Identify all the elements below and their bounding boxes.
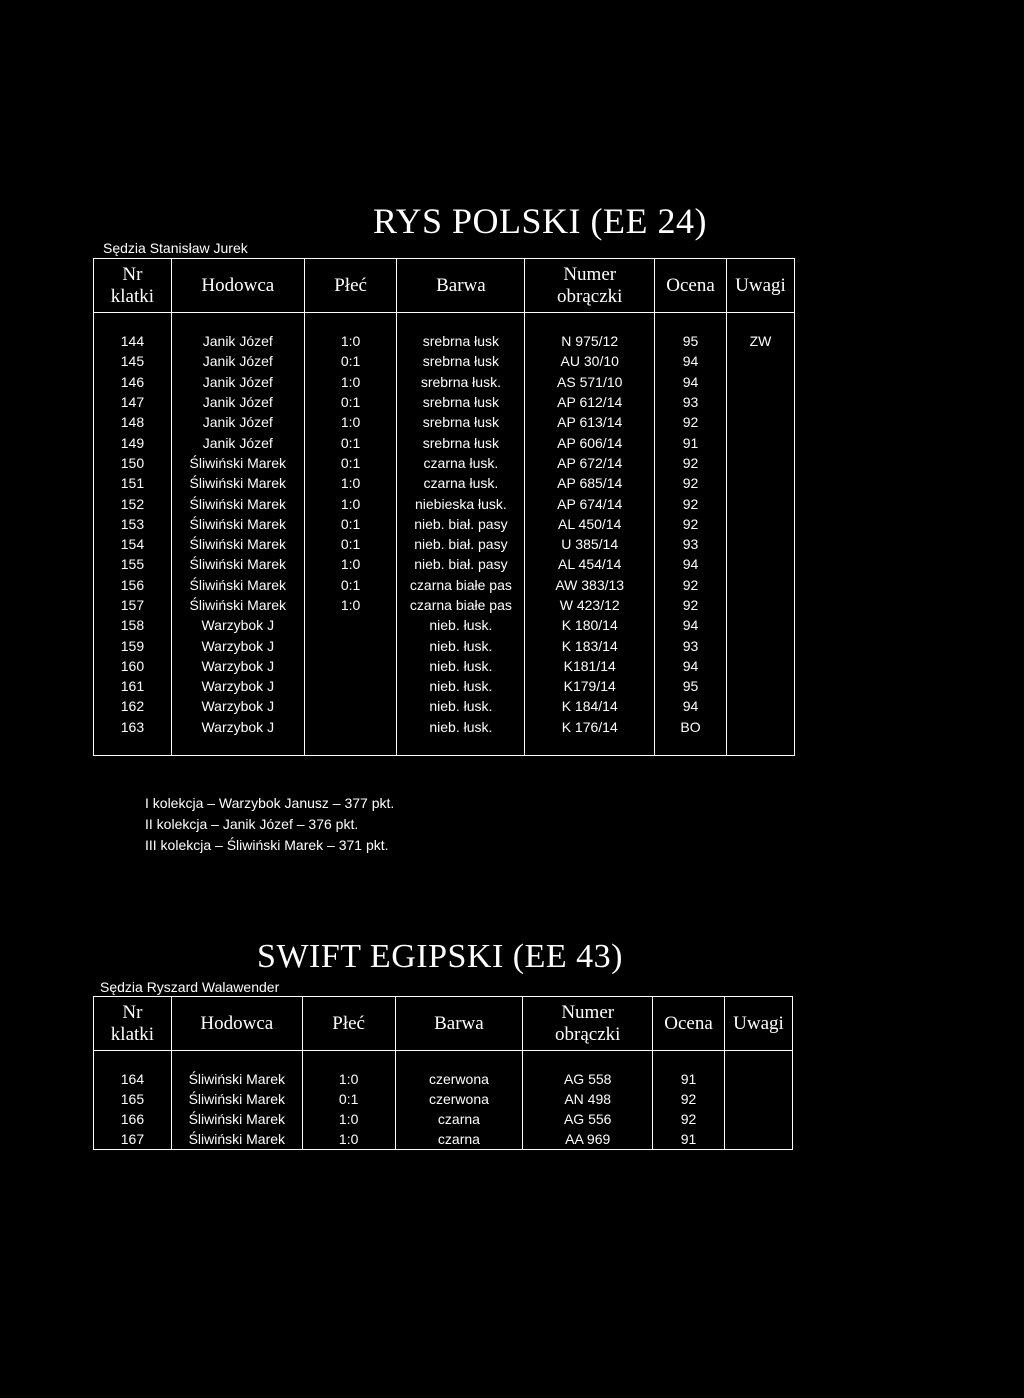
cell-sex: 1:0: [302, 1069, 395, 1089]
cell-sex: 0:1: [304, 575, 397, 595]
cell-color: nieb. łusk.: [397, 635, 525, 655]
cell-color: czerwona: [395, 1089, 523, 1109]
cell-color: czarna białe pas: [397, 595, 525, 615]
cell-ring-number: K 183/14: [525, 635, 655, 655]
cell-sex: [304, 696, 397, 716]
cell-cage-number: 147: [94, 392, 172, 412]
cell-notes: ZW: [727, 331, 795, 351]
spacer-cell: [171, 737, 304, 756]
cell-ring-number: K181/14: [525, 656, 655, 676]
cell-breeder: Warzybok J: [171, 615, 304, 635]
table-row: [94, 331, 795, 351]
table-row: [94, 554, 795, 574]
cell-cage-number: 153: [94, 514, 172, 534]
spacer-cell: [655, 313, 727, 332]
cell-ring-number: AN 498: [523, 1089, 653, 1109]
header-ring-number: Numer obrączki: [525, 259, 655, 313]
cell-ring-number: AP 606/14: [525, 432, 655, 452]
table-row: [94, 473, 795, 493]
cell-color: czarna łusk.: [397, 453, 525, 473]
cell-score: 91: [655, 432, 727, 452]
cell-notes: [727, 351, 795, 371]
spacer-cell: [304, 737, 397, 756]
cell-breeder: Śliwiński Marek: [171, 1089, 302, 1109]
cell-sex: 0:1: [304, 514, 397, 534]
cell-score: 92: [655, 412, 727, 432]
cell-sex: 1:0: [304, 372, 397, 392]
header-ring-number: Numer obrączki: [523, 997, 653, 1051]
cell-sex: 1:0: [304, 554, 397, 574]
cell-score: 94: [655, 351, 727, 371]
cell-cage-number: 162: [94, 696, 172, 716]
cell-breeder: Śliwiński Marek: [171, 595, 304, 615]
cell-color: nieb. biał. pasy: [397, 554, 525, 574]
spacer-row: [94, 1051, 793, 1070]
spacer-cell: [653, 1051, 725, 1070]
cell-score: 92: [655, 493, 727, 513]
table-row: [94, 575, 795, 595]
cell-breeder: Janik Józef: [171, 351, 304, 371]
cell-color: srebrna łusk: [397, 392, 525, 412]
cell-color: nieb. łusk.: [397, 717, 525, 737]
cell-breeder: Śliwiński Marek: [171, 554, 304, 574]
section-title: RYS POLSKI (EE 24): [372, 201, 708, 241]
cell-notes: [725, 1069, 793, 1089]
cell-notes: [727, 392, 795, 412]
cell-sex: 0:1: [304, 432, 397, 452]
cell-breeder: Śliwiński Marek: [171, 473, 304, 493]
cell-ring-number: AP 685/14: [525, 473, 655, 493]
cell-cage-number: 157: [94, 595, 172, 615]
cell-sex: 0:1: [304, 392, 397, 412]
cell-color: nieb. łusk.: [397, 615, 525, 635]
cell-color: srebrna łusk: [397, 351, 525, 371]
cell-ring-number: AP 613/14: [525, 412, 655, 432]
cell-notes: [727, 554, 795, 574]
cell-ring-number: AP 674/14: [525, 493, 655, 513]
cell-sex: 0:1: [302, 1089, 395, 1109]
cell-breeder: Śliwiński Marek: [171, 1130, 302, 1150]
cell-notes: [727, 717, 795, 737]
cell-cage-number: 146: [94, 372, 172, 392]
cell-cage-number: 156: [94, 575, 172, 595]
cell-cage-number: 159: [94, 635, 172, 655]
cell-ring-number: AW 383/13: [525, 575, 655, 595]
cell-sex: 0:1: [304, 351, 397, 371]
header-color: Barwa: [395, 997, 523, 1051]
cell-notes: [727, 676, 795, 696]
cell-sex: [304, 676, 397, 696]
cell-cage-number: 155: [94, 554, 172, 574]
table-row: [94, 392, 795, 412]
header-cage-number: Nr klatki: [94, 259, 172, 313]
spacer-cell: [525, 737, 655, 756]
cell-cage-number: 154: [94, 534, 172, 554]
cell-breeder: Warzybok J: [171, 717, 304, 737]
cell-sex: 0:1: [304, 534, 397, 554]
cell-score: 92: [655, 473, 727, 493]
header-breeder: Hodowca: [171, 997, 302, 1051]
cell-color: srebrna łusk: [397, 331, 525, 351]
spacer-cell: [171, 1051, 302, 1070]
section-title: SWIFT EGIPSKI (EE 43): [257, 938, 623, 975]
cell-cage-number: 149: [94, 432, 172, 452]
cell-ring-number: AL 450/14: [525, 514, 655, 534]
results-table: [93, 996, 793, 1150]
cell-color: srebrna łusk.: [397, 372, 525, 392]
table-row: [94, 615, 795, 635]
cell-notes: [727, 493, 795, 513]
cell-notes: [725, 1109, 793, 1129]
table-row: [94, 1089, 793, 1109]
spacer-cell: [397, 737, 525, 756]
cell-notes: [727, 453, 795, 473]
cell-sex: 1:0: [304, 412, 397, 432]
cell-color: srebrna łusk: [397, 432, 525, 452]
cell-ring-number: K 180/14: [525, 615, 655, 635]
header-sex: Płeć: [302, 997, 395, 1051]
cell-sex: 1:0: [304, 493, 397, 513]
cell-breeder: Warzybok J: [171, 696, 304, 716]
cell-score: 92: [655, 595, 727, 615]
table-row: [94, 514, 795, 534]
cell-score: 92: [653, 1089, 725, 1109]
cell-notes: [727, 656, 795, 676]
spacer-row: [94, 737, 795, 756]
cell-cage-number: 164: [94, 1069, 172, 1089]
cell-score: 94: [655, 372, 727, 392]
table-row: [94, 1069, 793, 1089]
cell-notes: [727, 514, 795, 534]
cell-score: BO: [655, 717, 727, 737]
cell-breeder: Janik Józef: [171, 432, 304, 452]
cell-cage-number: 160: [94, 656, 172, 676]
cell-ring-number: U 385/14: [525, 534, 655, 554]
table-row: [94, 696, 795, 716]
cell-ring-number: AP 612/14: [525, 392, 655, 412]
header-breeder: Hodowca: [171, 259, 304, 313]
cell-notes: [727, 412, 795, 432]
cell-ring-number: K179/14: [525, 676, 655, 696]
table-row: [94, 635, 795, 655]
table-row: [94, 432, 795, 452]
header-sex: Płeć: [304, 259, 397, 313]
table-row: [94, 372, 795, 392]
cell-color: nieb. łusk.: [397, 696, 525, 716]
spacer-cell: [94, 737, 172, 756]
cell-sex: 1:0: [304, 473, 397, 493]
table-row: [94, 351, 795, 371]
spacer-cell: [525, 313, 655, 332]
cell-color: srebrna łusk: [397, 412, 525, 432]
spacer-cell: [395, 1051, 523, 1070]
table-row: [94, 676, 795, 696]
header-color: Barwa: [397, 259, 525, 313]
cell-ring-number: K 184/14: [525, 696, 655, 716]
cell-sex: 1:0: [304, 331, 397, 351]
cell-score: 93: [655, 635, 727, 655]
cell-notes: [727, 372, 795, 392]
table-row: [94, 453, 795, 473]
cell-breeder: Warzybok J: [171, 635, 304, 655]
table-body: [94, 313, 795, 756]
cell-notes: [725, 1130, 793, 1150]
cell-notes: [727, 534, 795, 554]
cell-cage-number: 152: [94, 493, 172, 513]
cell-breeder: Warzybok J: [171, 676, 304, 696]
cell-cage-number: 158: [94, 615, 172, 635]
spacer-cell: [304, 313, 397, 332]
spacer-cell: [725, 1051, 793, 1070]
cell-sex: [304, 717, 397, 737]
cell-ring-number: AU 30/10: [525, 351, 655, 371]
cell-breeder: Śliwiński Marek: [171, 493, 304, 513]
spacer-cell: [171, 313, 304, 332]
cell-score: 94: [655, 696, 727, 716]
cell-color: nieb. łusk.: [397, 656, 525, 676]
cell-notes: [727, 635, 795, 655]
table-row: [94, 595, 795, 615]
cell-cage-number: 161: [94, 676, 172, 696]
cell-sex: [304, 656, 397, 676]
cell-cage-number: 165: [94, 1089, 172, 1109]
table-body: [94, 1051, 793, 1150]
cell-score: 91: [653, 1130, 725, 1150]
spacer-cell: [655, 737, 727, 756]
cell-ring-number: AA 969: [523, 1130, 653, 1150]
cell-score: 92: [655, 514, 727, 534]
cell-cage-number: 144: [94, 331, 172, 351]
cell-notes: [725, 1089, 793, 1109]
cell-score: 91: [653, 1069, 725, 1089]
cell-breeder: Janik Józef: [171, 392, 304, 412]
cell-breeder: Janik Józef: [171, 372, 304, 392]
spacer-cell: [727, 313, 795, 332]
table-row: [94, 656, 795, 676]
cell-score: 95: [655, 331, 727, 351]
collection-line: II kolekcja – Janik Józef – 376 pkt.: [145, 816, 359, 832]
table-row: [94, 412, 795, 432]
cell-color: czarna białe pas: [397, 575, 525, 595]
cell-score: 92: [655, 453, 727, 473]
cell-color: czarna: [395, 1130, 523, 1150]
cell-cage-number: 163: [94, 717, 172, 737]
cell-breeder: Warzybok J: [171, 656, 304, 676]
cell-breeder: Śliwiński Marek: [171, 453, 304, 473]
cell-notes: [727, 473, 795, 493]
cell-color: nieb. biał. pasy: [397, 514, 525, 534]
table-row: [94, 1109, 793, 1129]
cell-score: 94: [655, 656, 727, 676]
cell-color: czarna: [395, 1109, 523, 1129]
cell-breeder: Śliwiński Marek: [171, 1109, 302, 1129]
cell-notes: [727, 696, 795, 716]
cell-breeder: Śliwiński Marek: [171, 1069, 302, 1089]
cell-sex: 0:1: [304, 453, 397, 473]
cell-breeder: Janik Józef: [171, 412, 304, 432]
cell-color: nieb. łusk.: [397, 676, 525, 696]
cell-ring-number: AG 558: [523, 1069, 653, 1089]
cell-sex: 1:0: [304, 595, 397, 615]
table-row: [94, 717, 795, 737]
cell-sex: 1:0: [302, 1130, 395, 1150]
cell-breeder: Śliwiński Marek: [171, 514, 304, 534]
cell-score: 94: [655, 615, 727, 635]
cell-notes: [727, 575, 795, 595]
spacer-cell: [302, 1051, 395, 1070]
cell-sex: [304, 615, 397, 635]
header-score: Ocena: [655, 259, 727, 313]
cell-cage-number: 151: [94, 473, 172, 493]
cell-cage-number: 150: [94, 453, 172, 473]
judge-name: Sędzia Ryszard Walawender: [100, 979, 280, 995]
spacer-row: [94, 313, 795, 332]
cell-ring-number: AP 672/14: [525, 453, 655, 473]
collection-line: III kolekcja – Śliwiński Marek – 371 pkt.: [145, 837, 389, 853]
cell-ring-number: N 975/12: [525, 331, 655, 351]
cell-score: 93: [655, 534, 727, 554]
cell-sex: [304, 635, 397, 655]
cell-color: niebieska łusk.: [397, 493, 525, 513]
collection-line: I kolekcja – Warzybok Janusz – 377 pkt.: [145, 795, 395, 811]
table-row: [94, 534, 795, 554]
spacer-cell: [727, 737, 795, 756]
cell-sex: 1:0: [302, 1109, 395, 1129]
cell-cage-number: 148: [94, 412, 172, 432]
table-row: [94, 493, 795, 513]
collections-summary: [145, 793, 394, 856]
cell-score: 95: [655, 676, 727, 696]
spacer-cell: [523, 1051, 653, 1070]
spacer-cell: [94, 1051, 172, 1070]
header-cage-number: Nr klatki: [94, 997, 172, 1051]
header-score: Ocena: [653, 997, 725, 1051]
cell-cage-number: 145: [94, 351, 172, 371]
cell-notes: [727, 615, 795, 635]
cell-breeder: Śliwiński Marek: [171, 575, 304, 595]
cell-ring-number: AS 571/10: [525, 372, 655, 392]
cell-ring-number: W 423/12: [525, 595, 655, 615]
header-notes: Uwagi: [727, 259, 795, 313]
spacer-cell: [397, 313, 525, 332]
cell-cage-number: 166: [94, 1109, 172, 1129]
cell-ring-number: AL 454/14: [525, 554, 655, 574]
cell-color: nieb. biał. pasy: [397, 534, 525, 554]
cell-score: 94: [655, 554, 727, 574]
cell-cage-number: 167: [94, 1130, 172, 1150]
cell-notes: [727, 595, 795, 615]
table-row: [94, 1130, 793, 1150]
cell-breeder: Śliwiński Marek: [171, 534, 304, 554]
cell-breeder: Janik Józef: [171, 331, 304, 351]
cell-ring-number: K 176/14: [525, 717, 655, 737]
cell-ring-number: AG 556: [523, 1109, 653, 1129]
cell-color: czarna łusk.: [397, 473, 525, 493]
cell-score: 92: [653, 1109, 725, 1129]
spacer-cell: [94, 313, 172, 332]
cell-score: 92: [655, 575, 727, 595]
cell-score: 93: [655, 392, 727, 412]
cell-notes: [727, 432, 795, 452]
cell-color: czerwona: [395, 1069, 523, 1089]
results-table: [93, 258, 795, 756]
header-notes: Uwagi: [725, 997, 793, 1051]
judge-name: Sędzia Stanisław Jurek: [103, 240, 248, 256]
